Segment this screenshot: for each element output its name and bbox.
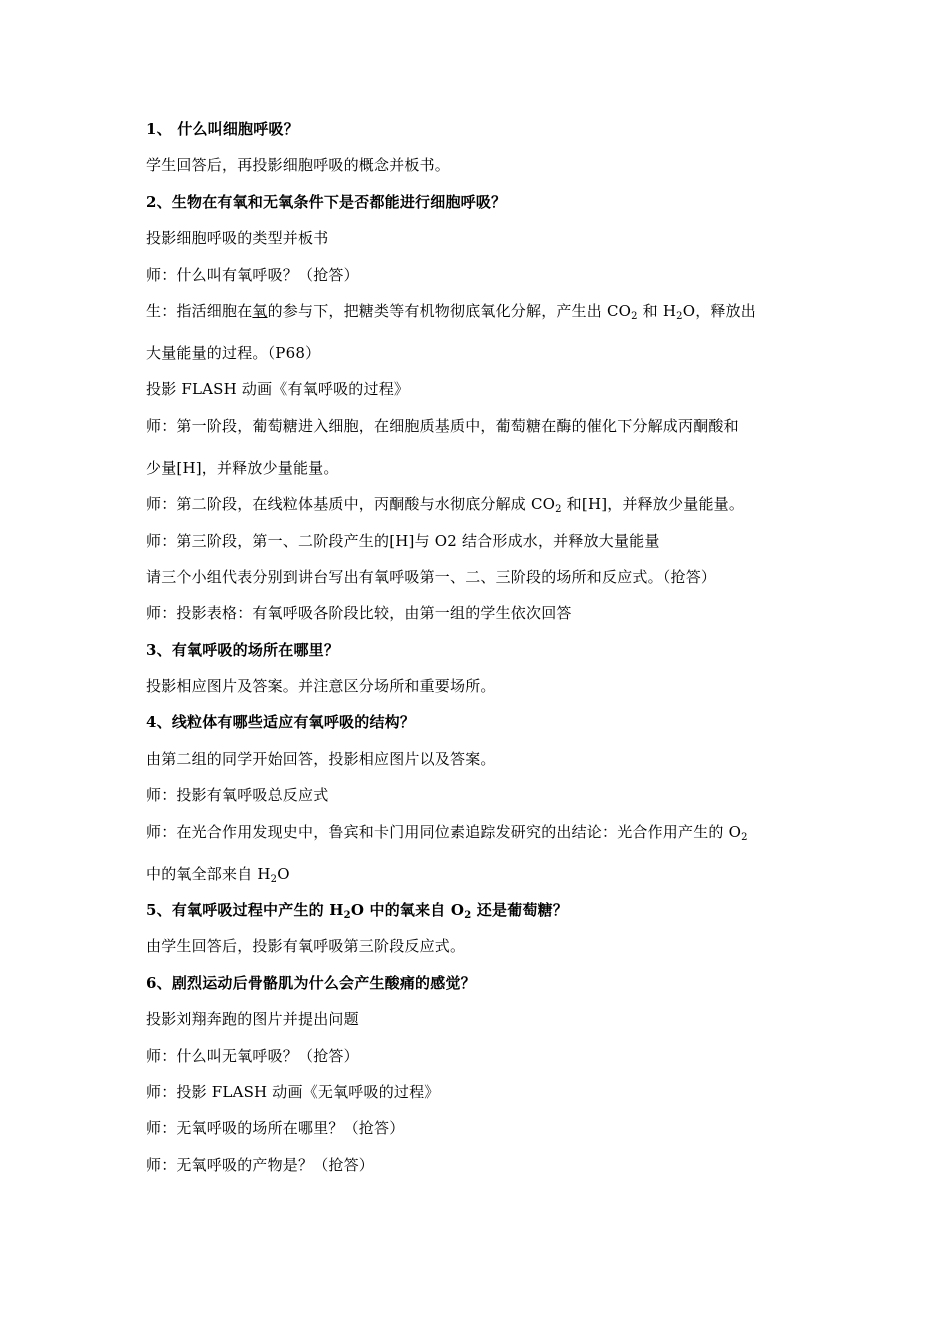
- subscript: 2: [676, 310, 683, 322]
- paragraph-aerobic-definition: [146, 300, 810, 322]
- paragraph: 师：投影有氧呼吸总反应式: [146, 786, 329, 805]
- paragraph: 师：无氧呼吸的场所在哪里？（抢答）: [146, 1119, 405, 1138]
- text-run: O: [277, 864, 290, 883]
- subscript: 2: [741, 831, 748, 843]
- text-run: O 中的氧来自 O: [350, 901, 465, 920]
- paragraph: 请三个小组代表分别到讲台写出有氧呼吸第一、二、三阶段的场所和反应式。（抢答）: [146, 567, 717, 586]
- question-4: 4、线粒体有哪些适应有氧呼吸的结构？: [146, 713, 416, 732]
- subscript: 2: [343, 910, 351, 922]
- paragraph-stage-2: [146, 493, 810, 515]
- text-run: 5、有氧呼吸过程中产生的 H: [146, 901, 344, 920]
- question-5: [146, 899, 810, 921]
- text-run: 的参与下，把糖类等有机物彻底氧化分解，产生出 CO: [267, 301, 632, 320]
- question-3: 3、有氧呼吸的场所在哪里？: [146, 640, 340, 659]
- paragraph-stage-3: 师：第三阶段，第一、二阶段产生的[H]与 O2 结合形成水，并释放大量能量: [146, 531, 660, 550]
- paragraph: 少量[H]，并释放少量能量。: [146, 458, 339, 477]
- subscript: 2: [270, 873, 278, 885]
- question-6: 6、剧烈运动后骨骼肌为什么会产生酸痛的感觉？: [146, 973, 476, 992]
- text-run: O，释放出: [682, 301, 757, 320]
- paragraph: 投影相应图片及答案。并注意区分场所和重要场所。: [146, 677, 496, 696]
- paragraph: 由第二组的同学开始回答，投影相应图片以及答案。: [146, 749, 496, 768]
- paragraph: 由学生回答后，投影有氧呼吸第三阶段反应式。: [146, 937, 466, 956]
- paragraph: 师：无氧呼吸的产物是？（抢答）: [146, 1155, 375, 1174]
- paragraph: [146, 863, 810, 885]
- question-2: 2、生物在有氧和无氧条件下是否都能进行细胞呼吸？: [146, 192, 507, 211]
- text-run: 和[H]，并释放少量能量。: [561, 495, 745, 514]
- text-run: 和 H: [637, 301, 677, 320]
- text-run: 师：在光合作用发现史中，鲁宾和卡门用同位素追踪发研究的出结论：光合作用产生的 O: [146, 822, 742, 841]
- text-run: 师：第二阶段，在线粒体基质中，丙酮酸与水彻底分解成 CO: [146, 495, 556, 514]
- paragraph-stage-1: 师：第一阶段，葡萄糖进入细胞，在细胞质基质中，葡萄糖在酶的催化下分解成丙酮酸和: [146, 416, 739, 435]
- paragraph: 投影 FLASH 动画《有氧呼吸的过程》: [146, 380, 410, 399]
- paragraph: 学生回答后，再投影细胞呼吸的概念并板书。: [146, 156, 451, 175]
- paragraph: 师：投影 FLASH 动画《无氧呼吸的过程》: [146, 1082, 440, 1101]
- paragraph: 投影刘翔奔跑的图片并提出问题: [146, 1010, 359, 1029]
- text-run: 中的氧全部来自 H: [146, 864, 271, 883]
- paragraph: 师：什么叫无氧呼吸？（抢答）: [146, 1046, 359, 1065]
- paragraph: 大量能量的过程。（P68）: [146, 343, 321, 362]
- text-run: 生：指活细胞在: [146, 301, 253, 320]
- question-1: 1、 什么叫细胞呼吸？: [146, 120, 299, 138]
- text-run: 还是葡萄糖？: [471, 901, 568, 920]
- document-body: [146, 118, 810, 1190]
- subscript: 2: [464, 910, 472, 922]
- paragraph: 师：什么叫有氧呼吸？（抢答）: [146, 265, 359, 284]
- paragraph: 师：投影表格：有氧呼吸各阶段比较，由第一组的学生依次回答: [146, 604, 572, 623]
- underlined-text: 氧: [252, 301, 268, 320]
- paragraph: 投影细胞呼吸的类型并板书: [146, 229, 329, 248]
- paragraph-ruben-kamen: [146, 821, 810, 843]
- subscript: 2: [555, 504, 562, 516]
- subscript: 2: [631, 310, 638, 322]
